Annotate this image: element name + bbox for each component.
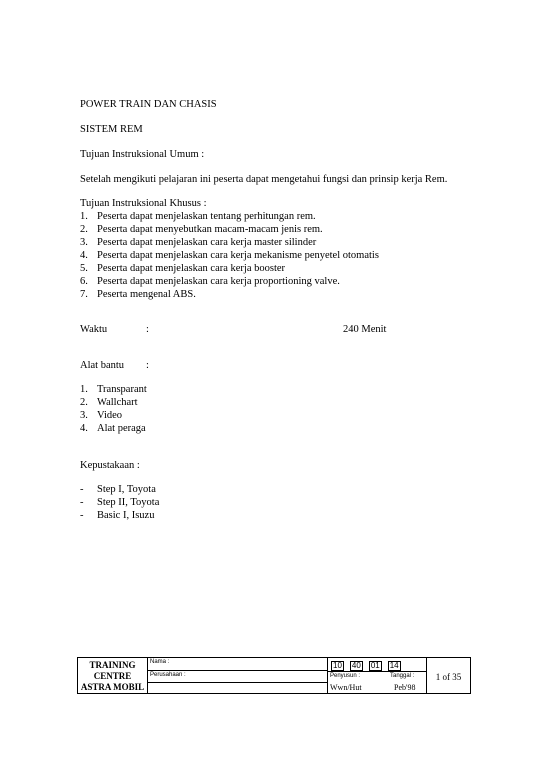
list-item: 6. Peserta dapat menjelaskan cara kerja proportioning valve. (80, 276, 340, 287)
footer-page-cell (427, 658, 470, 693)
waktu-colon: : (146, 324, 149, 335)
list-item: - Basic I, Isuzu (80, 510, 155, 521)
code-box: 10 (333, 661, 342, 670)
org-line-3: ASTRA MOBIL (80, 682, 145, 692)
perusahaan-label: Perusahaan : (150, 672, 186, 678)
code-boxes (331, 661, 407, 671)
list-item: 4. Peserta dapat menjelaskan cara kerja mekanisme penyetel otomatis (80, 250, 379, 261)
penyusun-value: Wwn/Hut (330, 683, 362, 692)
nama-label: Nama : (150, 659, 170, 665)
code-box: 40 (351, 661, 361, 670)
alat-bantu-colon: : (146, 360, 149, 371)
list-item: - Step I, Toyota (80, 484, 156, 495)
list-item: 3. Video (80, 410, 123, 421)
list-item: 4. Alat peraga (80, 423, 146, 434)
kepustakaan-label: Kepustakaan : (80, 460, 140, 471)
list-item: 3. Peserta dapat menjelaskan cara kerja master silinder (80, 237, 317, 248)
code-box: 01 (370, 661, 380, 670)
list-item: 5. Peserta dapat menjelaskan cara kerja booster (80, 263, 286, 274)
waktu-label: Waktu (80, 324, 108, 335)
list-item: - Step II, Toyota (80, 497, 160, 508)
specific-objective-label: Tujuan Instruksional Khusus : (80, 198, 207, 209)
list-item: 1. Transparant (80, 384, 147, 395)
tanggal-value: Peb'98 (394, 683, 416, 692)
footer-author-cell (328, 658, 427, 693)
general-objective-label: Tujuan Instruksional Umum : (80, 149, 205, 160)
alat-bantu-label: Alat bantu (80, 360, 125, 371)
org-line-2: CENTRE (93, 671, 132, 681)
heading-power-train: POWER TRAIN DAN CHASIS (80, 99, 217, 110)
list-item: 1. Peserta dapat menjelaskan tentang perhitungan rem. (80, 211, 316, 222)
tanggal-label: Tanggal : (390, 673, 415, 679)
footer-org-cell (78, 658, 148, 693)
list-item: 7. Peserta mengenal ABS. (80, 289, 196, 300)
penyusun-label: Penyusun : (330, 673, 361, 679)
heading-sistem-rem: SISTEM REM (80, 124, 143, 135)
page-number: 1 of 35 (435, 672, 462, 682)
waktu-row (80, 323, 107, 336)
list-item: 2. Wallchart (80, 397, 138, 408)
list-item: 2. Peserta dapat menyebutkan macam-macam jenis rem. (80, 224, 323, 235)
code-box: 14 (389, 661, 399, 670)
org-line-1: TRAINING (89, 660, 136, 670)
footer-name-cell (148, 658, 328, 693)
footer-table (77, 657, 471, 694)
waktu-value: 240 Menit (343, 324, 387, 335)
general-objective-text: Setelah mengikuti pelajaran ini peserta dapat mengetahui fungsi dan prinsip kerja Rem. (80, 174, 448, 185)
